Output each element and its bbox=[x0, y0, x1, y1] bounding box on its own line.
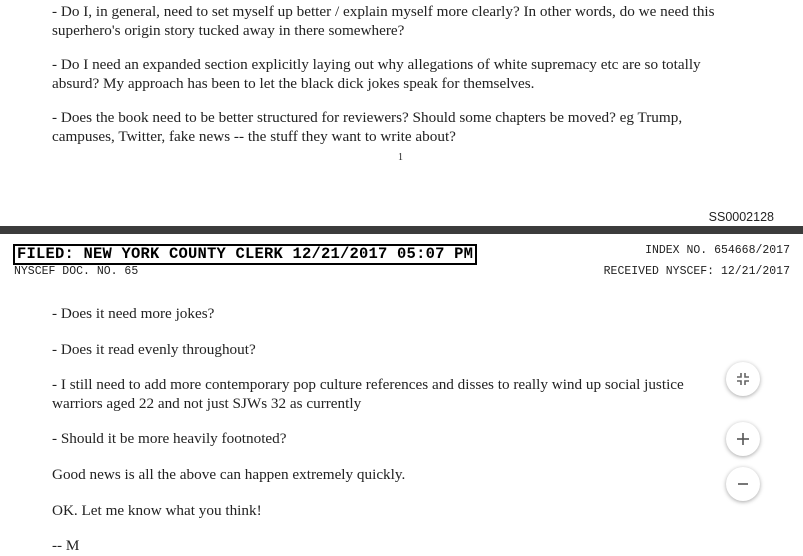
paragraph-footnoted: - Should it be more heavily footnoted? bbox=[52, 430, 287, 447]
plus-icon bbox=[736, 432, 750, 446]
paragraph-good-news: Good news is all the above can happen extremely quickly. bbox=[52, 466, 406, 483]
zoom-in-button[interactable] bbox=[726, 422, 760, 456]
signature-line: -- M bbox=[52, 537, 80, 554]
page-number: 1 bbox=[398, 152, 403, 163]
paragraph-pop-culture: - I still need to add more contemporary pop culture references and disses to really wind up social justice warriors aged 22 and not just SJWs 32 as currently bbox=[52, 376, 684, 412]
document-page-1 bbox=[0, 0, 803, 226]
doc-number: NYSCEF DOC. NO. 65 bbox=[14, 265, 139, 278]
paragraph-origin-story: - Do I, in general, need to set myself up better / explain myself more clearly? In other words, do we need this superhero's origin story tucked away in there somewhere? bbox=[52, 3, 715, 39]
paragraph-book-structure: - Does the book need to be better structured for reviewers? Should some chapters be moved? eg Trump, campuses, Twitter, fake news -- the stuff they want to write about? bbox=[52, 109, 683, 145]
index-number: INDEX NO. 654668/2017 bbox=[645, 244, 790, 257]
received-date: RECEIVED NYSCEF: 12/21/2017 bbox=[603, 265, 790, 278]
paragraph-let-me-know: OK. Let me know what you think! bbox=[52, 502, 262, 519]
fit-page-button[interactable] bbox=[726, 362, 760, 396]
paragraph-expanded-section: - Do I need an expanded section explicitly laying out why allegations of white supremacy etc are so totally absurd? My approach has been to let the black dick jokes speak for themselves. bbox=[52, 56, 701, 92]
document-page-2 bbox=[0, 234, 803, 552]
paragraph-read-evenly: - Does it read evenly throughout? bbox=[52, 341, 256, 358]
zoom-out-button[interactable] bbox=[726, 467, 760, 501]
fullscreen-exit-icon bbox=[736, 372, 750, 386]
bates-number: SS0002128 bbox=[708, 210, 774, 224]
filed-stamp: FILED: NEW YORK COUNTY CLERK 12/21/2017 05:07 PM bbox=[13, 244, 477, 265]
page-separator bbox=[0, 226, 803, 234]
minus-icon bbox=[736, 477, 750, 491]
paragraph-more-jokes: - Does it need more jokes? bbox=[52, 305, 215, 322]
